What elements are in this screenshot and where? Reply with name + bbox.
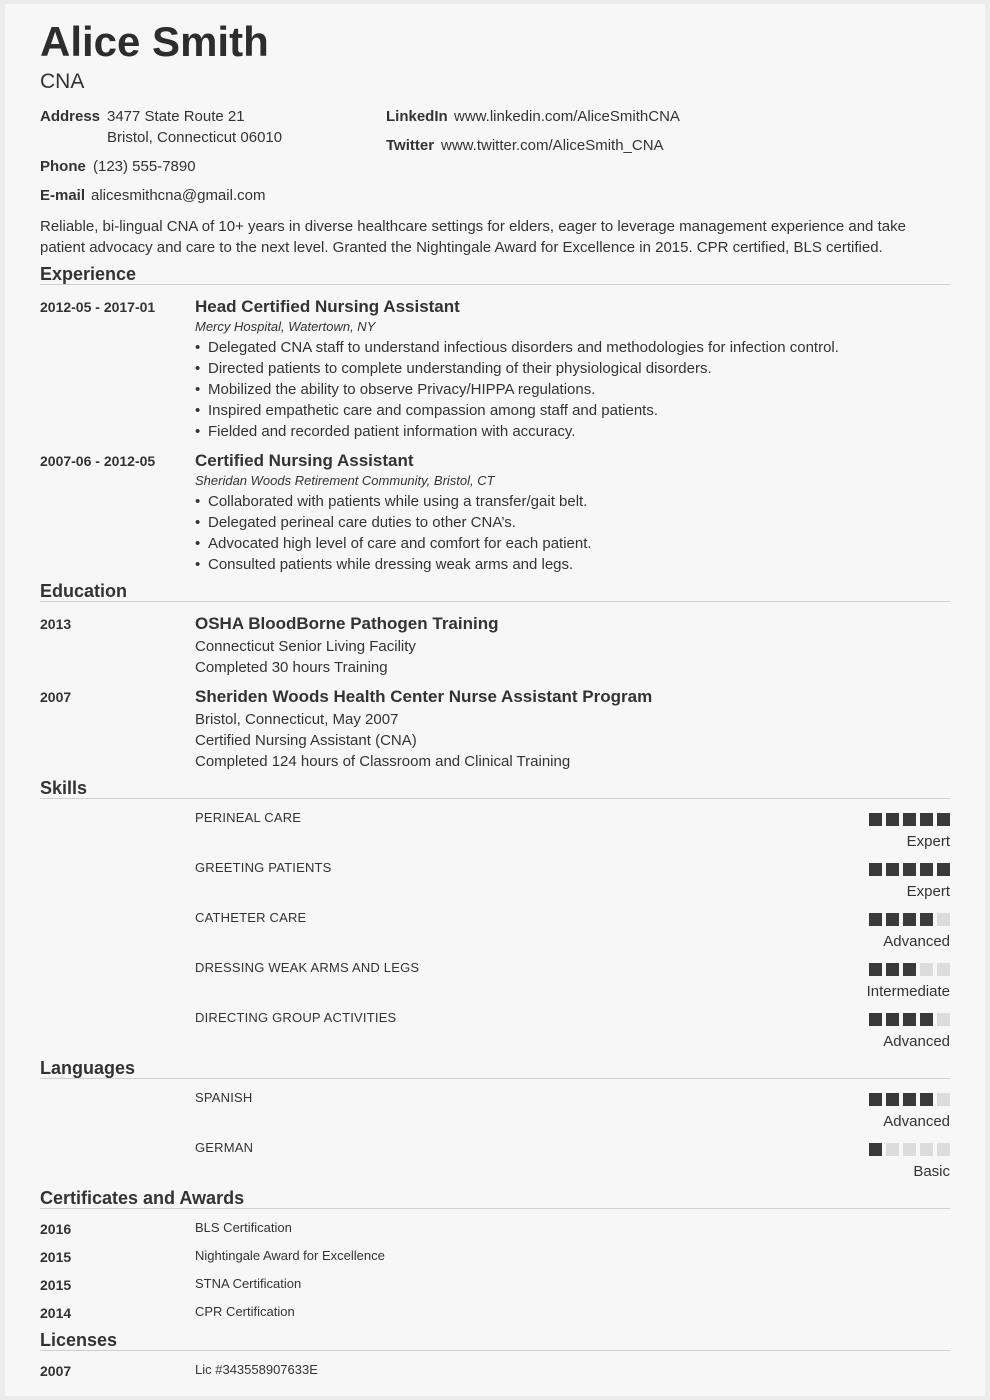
rating-square-empty bbox=[920, 1143, 933, 1156]
certificate-year: 2016 bbox=[40, 1221, 72, 1237]
rating-square-empty bbox=[937, 1013, 950, 1026]
rating-square-filled bbox=[886, 1013, 899, 1026]
rating-square-filled bbox=[920, 863, 933, 876]
address-line-1: 3477 State Route 21 bbox=[107, 108, 245, 125]
certificate-year: 2014 bbox=[40, 1305, 72, 1321]
job-bullet: • Consulted patients while dressing weak arms and legs. bbox=[195, 556, 574, 573]
candidate-name: Alice Smith bbox=[40, 18, 269, 65]
address-label: Address bbox=[40, 108, 101, 125]
email-label: E-mail bbox=[40, 187, 86, 204]
summary-text: Reliable, bi-lingual CNA of 10+ years in diverse healthcare settings for elders, eager to leverage management experience and take patient advocacy and care to the next level. Granted the Nightingale Award for Excellence in 2015. CPR certified, BLS certified. bbox=[40, 218, 906, 256]
rating-square-empty bbox=[937, 913, 950, 926]
rating-square-filled bbox=[920, 1093, 933, 1106]
certificates-divider bbox=[40, 1208, 950, 1209]
rating-square-filled bbox=[903, 1093, 916, 1106]
experience-heading: Experience bbox=[40, 264, 137, 284]
languages-heading: Languages bbox=[40, 1058, 136, 1078]
rating-square-empty bbox=[920, 963, 933, 976]
job-employer: Mercy Hospital, Watertown, NY bbox=[195, 319, 376, 334]
phone-value: (123) 555-7890 bbox=[93, 158, 196, 175]
candidate-title: CNA bbox=[40, 70, 85, 93]
certificate-name: Nightingale Award for Excellence bbox=[195, 1248, 385, 1263]
job-position: Head Certified Nursing Assistant bbox=[195, 297, 460, 316]
skill-name: DIRECTING GROUP ACTIVITIES bbox=[195, 1010, 397, 1025]
rating-square-filled bbox=[869, 1093, 882, 1106]
job-bullet: • Advocated high level of care and comfort for each patient. bbox=[195, 535, 592, 552]
job-dates: 2007-06 - 2012-05 bbox=[40, 453, 156, 469]
rating-square-filled bbox=[920, 913, 933, 926]
rating-square-filled bbox=[903, 963, 916, 976]
rating-square-filled bbox=[869, 1143, 882, 1156]
education-divider bbox=[40, 601, 950, 602]
job-bullet: • Mobilized the ability to observe Privacy/HIPPA regulations. bbox=[195, 381, 596, 398]
education-year: 2013 bbox=[40, 616, 72, 632]
rating-square-empty bbox=[886, 1143, 899, 1156]
twitter-label: Twitter bbox=[386, 137, 435, 154]
rating-square-filled bbox=[886, 863, 899, 876]
skill-rating bbox=[869, 1013, 950, 1026]
language-name: SPANISH bbox=[195, 1090, 253, 1105]
skills-heading: Skills bbox=[40, 778, 88, 798]
job-dates: 2012-05 - 2017-01 bbox=[40, 299, 156, 315]
job-bullet: • Inspired empathetic care and compassion among staff and patients. bbox=[195, 402, 658, 419]
certificate-name: CPR Certification bbox=[195, 1304, 295, 1319]
skill-level: Expert bbox=[906, 883, 950, 900]
rating-square-filled bbox=[869, 913, 882, 926]
resume-page bbox=[5, 4, 985, 1396]
education-detail: Bristol, Connecticut, May 2007 bbox=[195, 711, 399, 728]
skill-name: GREETING PATIENTS bbox=[195, 860, 332, 875]
skills-divider bbox=[40, 798, 950, 799]
license-name: Lic #343558907633E bbox=[195, 1362, 318, 1377]
language-rating bbox=[869, 1143, 950, 1156]
education-program: OSHA BloodBorne Pathogen Training bbox=[195, 614, 499, 633]
skill-rating bbox=[869, 913, 950, 926]
certificate-name: BLS Certification bbox=[195, 1220, 292, 1235]
education-program: Sheriden Woods Health Center Nurse Assistant Program bbox=[195, 687, 653, 706]
skill-level: Advanced bbox=[883, 933, 950, 950]
rating-square-filled bbox=[937, 863, 950, 876]
language-name: GERMAN bbox=[195, 1140, 254, 1155]
skill-level: Expert bbox=[906, 833, 950, 850]
language-rating bbox=[869, 1093, 950, 1106]
languages-divider bbox=[40, 1078, 950, 1079]
linkedin-link[interactable]: www.linkedin.com/AliceSmithCNA bbox=[454, 108, 680, 125]
rating-square-filled bbox=[869, 1013, 882, 1026]
phone-label: Phone bbox=[40, 158, 86, 175]
rating-square-filled bbox=[903, 863, 916, 876]
rating-square-filled bbox=[869, 963, 882, 976]
rating-square-empty bbox=[937, 963, 950, 976]
rating-square-empty bbox=[937, 1143, 950, 1156]
rating-square-filled bbox=[886, 1093, 899, 1106]
rating-square-filled bbox=[869, 813, 882, 826]
job-bullet: • Directed patients to complete understanding of their physiological disorders. bbox=[195, 360, 712, 377]
rating-square-filled bbox=[920, 1013, 933, 1026]
rating-square-filled bbox=[886, 913, 899, 926]
skill-rating bbox=[869, 863, 950, 876]
certificates-heading: Certificates and Awards bbox=[40, 1188, 245, 1208]
education-year: 2007 bbox=[40, 689, 72, 705]
job-bullet: • Fielded and recorded patient information with accuracy. bbox=[195, 423, 576, 440]
job-bullet: • Delegated perineal care duties to other CNA’s. bbox=[195, 514, 516, 531]
twitter-link[interactable]: www.twitter.com/AliceSmith_CNA bbox=[441, 137, 664, 154]
email-value[interactable]: alicesmithcna@gmail.com bbox=[91, 187, 266, 204]
language-level: Advanced bbox=[883, 1113, 950, 1130]
rating-square-filled bbox=[886, 813, 899, 826]
rating-square-filled bbox=[869, 863, 882, 876]
rating-square-filled bbox=[903, 813, 916, 826]
job-employer: Sheridan Woods Retirement Community, Bristol, CT bbox=[195, 473, 495, 488]
rating-square-filled bbox=[903, 913, 916, 926]
skill-name: CATHETER CARE bbox=[195, 910, 307, 925]
job-bullet: • Delegated CNA staff to understand infectious disorders and methodologies for infection control. bbox=[195, 339, 839, 356]
rating-square-empty bbox=[937, 1093, 950, 1106]
rating-square-filled bbox=[903, 1013, 916, 1026]
address-line-2: Bristol, Connecticut 06010 bbox=[107, 129, 283, 146]
license-year: 2007 bbox=[40, 1363, 72, 1379]
education-detail: Completed 124 hours of Classroom and Clinical Training bbox=[195, 753, 571, 770]
education-heading: Education bbox=[40, 581, 128, 601]
job-position: Certified Nursing Assistant bbox=[195, 451, 414, 470]
rating-square-filled bbox=[886, 963, 899, 976]
skill-name: DRESSING WEAK ARMS AND LEGS bbox=[195, 960, 420, 975]
skill-rating bbox=[869, 963, 950, 976]
licenses-heading: Licenses bbox=[40, 1330, 118, 1350]
experience-divider bbox=[40, 284, 950, 285]
rating-square-empty bbox=[903, 1143, 916, 1156]
certificate-year: 2015 bbox=[40, 1277, 72, 1293]
rating-square-filled bbox=[937, 813, 950, 826]
rating-square-filled bbox=[920, 813, 933, 826]
skill-level: Intermediate bbox=[866, 983, 950, 1000]
education-detail: Connecticut Senior Living Facility bbox=[195, 638, 416, 655]
skill-rating bbox=[869, 813, 950, 826]
skill-level: Advanced bbox=[883, 1033, 950, 1050]
licenses-divider bbox=[40, 1350, 950, 1351]
certificate-name: STNA Certification bbox=[195, 1276, 302, 1291]
certificate-year: 2015 bbox=[40, 1249, 72, 1265]
education-detail: Completed 30 hours Training bbox=[195, 659, 388, 676]
job-bullet: • Collaborated with patients while using a transfer/gait belt. bbox=[195, 493, 588, 510]
language-level: Basic bbox=[913, 1163, 950, 1180]
skill-name: PERINEAL CARE bbox=[195, 810, 302, 825]
education-detail: Certified Nursing Assistant (CNA) bbox=[195, 732, 417, 749]
linkedin-label: LinkedIn bbox=[386, 108, 448, 125]
